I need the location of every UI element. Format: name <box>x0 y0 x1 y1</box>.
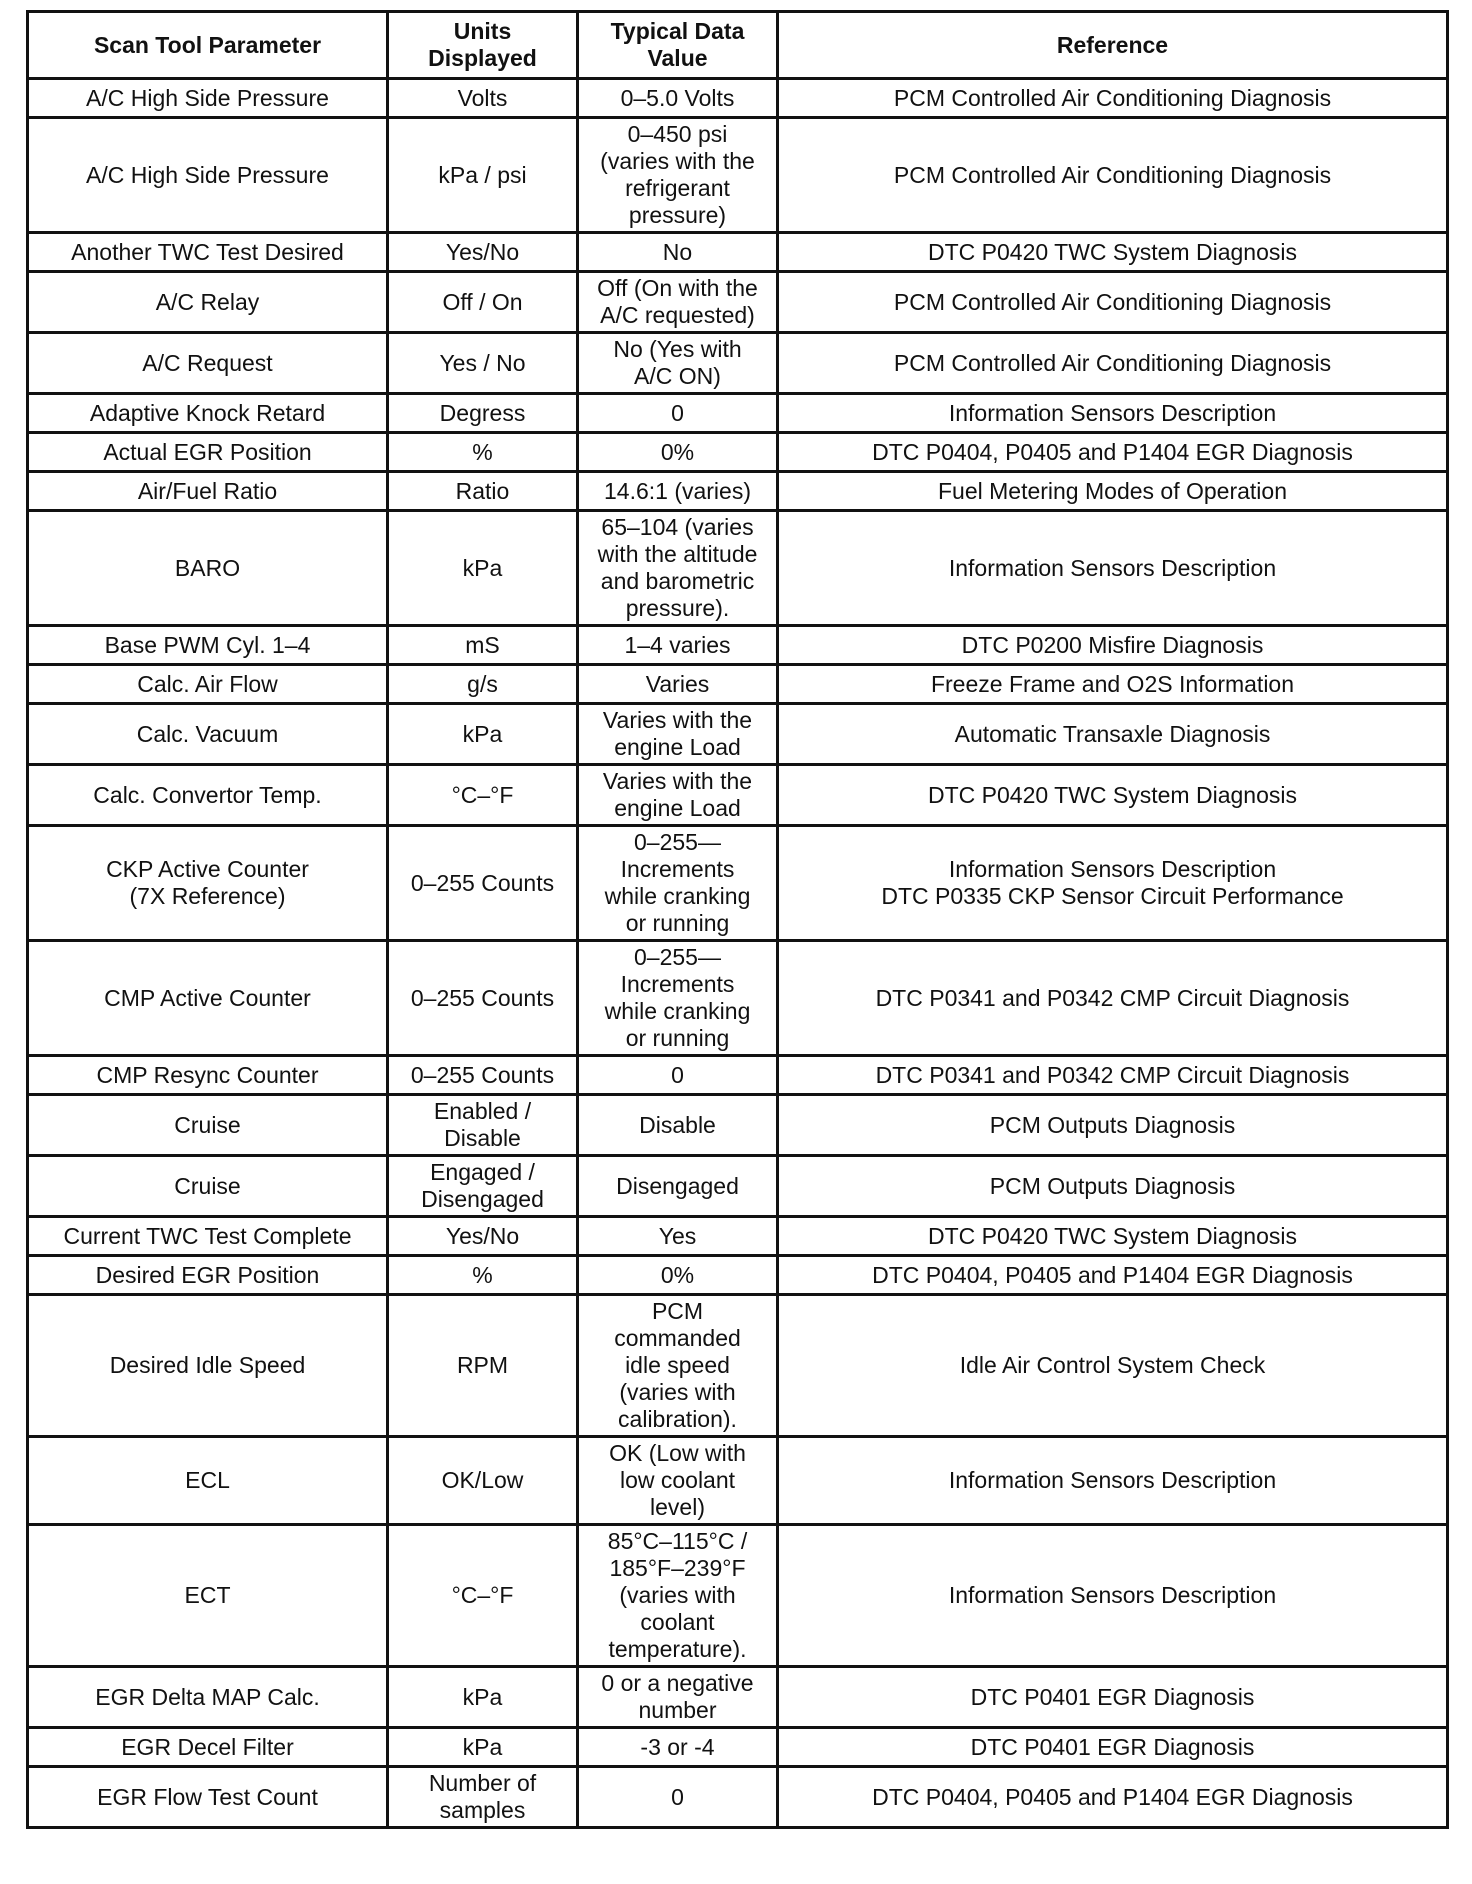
cell-line: 0–5.0 Volts <box>620 84 735 111</box>
cell-line: 14.6:1 (varies) <box>603 477 751 504</box>
cell-line: °C–°F <box>451 1582 514 1608</box>
cell-line: Ratio <box>455 477 510 504</box>
cell-line: A/C Relay <box>155 288 260 315</box>
cell-line: 0 <box>671 1783 684 1810</box>
cell-line: Off / On <box>442 288 523 315</box>
cell-line: DTC P0200 Misfire Diagnosis <box>961 631 1264 658</box>
reference-cell <box>778 394 1448 433</box>
cell-line: Disengaged <box>421 1186 544 1212</box>
table-row <box>28 941 1448 1056</box>
cell-line: idle speed <box>625 1352 730 1378</box>
cell-line: A/C ON) <box>634 363 721 389</box>
cell-line: PCM Controlled Air Conditioning Diagnosis <box>893 349 1332 376</box>
units-cell <box>388 1217 578 1256</box>
units-cell <box>388 704 578 765</box>
units-cell <box>388 394 578 433</box>
cell-line: PCM Controlled Air Conditioning Diagnosis <box>893 288 1332 315</box>
cell-line: EGR Delta MAP Calc. <box>95 1683 320 1710</box>
header-value <box>578 12 778 79</box>
table-row <box>28 665 1448 704</box>
units-cell <box>388 1095 578 1156</box>
cell-line: PCM Outputs Diagnosis <box>989 1111 1236 1138</box>
cell-line: 0–255— <box>634 829 721 855</box>
reference-cell <box>778 1095 1448 1156</box>
parameter-cell <box>28 433 388 472</box>
cell-line: 0–255 Counts <box>410 1061 555 1088</box>
cell-line: Information Sensors Description <box>948 399 1277 426</box>
table-row <box>28 272 1448 333</box>
units-cell <box>388 1437 578 1525</box>
cell-line: Calc. Convertor Temp. <box>93 781 322 808</box>
units-cell <box>388 433 578 472</box>
cell-line: temperature). <box>608 1636 747 1662</box>
cell-line: DTC P0401 EGR Diagnosis <box>970 1733 1255 1760</box>
table-row <box>28 626 1448 665</box>
table-row <box>28 765 1448 826</box>
cell-line: Desired Idle Speed <box>109 1352 306 1378</box>
cell-line: 65–104 (varies <box>601 514 754 540</box>
header-value-label: Typical Data Value <box>610 18 745 71</box>
table-body <box>28 79 1448 1828</box>
units-cell <box>388 826 578 941</box>
table-row <box>28 1295 1448 1437</box>
reference-cell <box>778 472 1448 511</box>
cell-line: 0% <box>660 438 695 465</box>
cell-line: No (Yes with <box>613 336 742 362</box>
header-units-label: Units Displayed <box>428 18 537 71</box>
parameter-cell <box>28 1667 388 1728</box>
cell-line: 1–4 varies <box>624 631 731 658</box>
cell-line: Automatic Transaxle Diagnosis <box>954 720 1271 747</box>
cell-line: Base PWM Cyl. 1–4 <box>104 631 311 658</box>
typical-value-cell <box>578 941 778 1056</box>
cell-line: with the altitude <box>597 541 758 567</box>
cell-line: Desired EGR Position <box>95 1261 320 1288</box>
cell-line: Enabled / <box>433 1098 532 1124</box>
parameter-cell <box>28 79 388 118</box>
reference-cell <box>778 1525 1448 1667</box>
reference-cell <box>778 1256 1448 1295</box>
parameter-cell <box>28 233 388 272</box>
cell-line: A/C High Side Pressure <box>86 161 329 188</box>
cell-line: Yes / No <box>439 349 526 376</box>
cell-line: Information Sensors Description <box>948 554 1277 581</box>
typical-value-cell <box>578 233 778 272</box>
cell-line: Adaptive Knock Retard <box>89 399 326 426</box>
parameter-cell <box>28 941 388 1056</box>
table-row <box>28 433 1448 472</box>
parameter-cell <box>28 1095 388 1156</box>
table-row <box>28 704 1448 765</box>
reference-cell <box>778 765 1448 826</box>
cell-line: or running <box>625 1025 730 1051</box>
cell-line: A/C Request <box>142 349 273 376</box>
cell-line: CMP Active Counter <box>104 984 311 1011</box>
cell-line: while cranking <box>604 998 751 1024</box>
cell-line: -3 or -4 <box>640 1733 715 1760</box>
typical-value-cell <box>578 665 778 704</box>
reference-cell <box>778 1437 1448 1525</box>
cell-line: °C–°F <box>451 781 514 808</box>
units-cell <box>388 1728 578 1767</box>
cell-line: Varies with the <box>602 707 753 733</box>
cell-line: 185°F–239°F <box>609 1555 746 1581</box>
typical-value-cell <box>578 1095 778 1156</box>
reference-cell <box>778 1056 1448 1095</box>
table-row <box>28 511 1448 626</box>
parameter-cell <box>28 665 388 704</box>
cell-line: 0 <box>671 1061 684 1088</box>
table-row <box>28 79 1448 118</box>
typical-value-cell <box>578 333 778 394</box>
reference-cell <box>778 1156 1448 1217</box>
typical-value-cell <box>578 826 778 941</box>
typical-value-cell <box>578 626 778 665</box>
cell-line: refrigerant <box>625 175 730 201</box>
parameter-cell <box>28 1295 388 1437</box>
cell-line: DTC P0335 CKP Sensor Circuit Performance <box>881 883 1344 909</box>
cell-line: Yes/No <box>445 238 520 265</box>
cell-line: samples <box>439 1797 526 1823</box>
cell-line: PCM <box>651 1298 704 1324</box>
cell-line: DTC P0404, P0405 and P1404 EGR Diagnosis <box>872 1783 1353 1810</box>
header-reference: Reference <box>778 12 1448 79</box>
cell-line: Fuel Metering Modes of Operation <box>937 477 1287 504</box>
table-row <box>28 1525 1448 1667</box>
cell-line: kPa <box>462 554 503 581</box>
cell-line: kPa <box>462 720 503 747</box>
units-cell <box>388 626 578 665</box>
parameter-cell <box>28 1156 388 1217</box>
parameter-cell <box>28 333 388 394</box>
cell-line: 0% <box>660 1261 695 1288</box>
parameter-cell <box>28 118 388 233</box>
reference-cell <box>778 1295 1448 1437</box>
cell-line: CKP Active Counter <box>106 856 309 882</box>
typical-value-cell <box>578 472 778 511</box>
parameter-cell <box>28 1728 388 1767</box>
typical-value-cell <box>578 433 778 472</box>
cell-line: CMP Resync Counter <box>96 1061 319 1088</box>
units-cell <box>388 1667 578 1728</box>
reference-cell <box>778 626 1448 665</box>
cell-line: 0–255 Counts <box>410 984 555 1011</box>
cell-line: A/C requested) <box>600 302 755 328</box>
cell-line: 85°C–115°C / <box>607 1528 748 1554</box>
cell-line: g/s <box>467 670 498 697</box>
cell-line: 0 <box>671 399 684 426</box>
typical-value-cell <box>578 1728 778 1767</box>
table-row <box>28 333 1448 394</box>
cell-line: Disengaged <box>616 1172 739 1199</box>
header-units <box>388 12 578 79</box>
units-cell <box>388 765 578 826</box>
reference-cell <box>778 433 1448 472</box>
table-row <box>28 472 1448 511</box>
reference-cell <box>778 118 1448 233</box>
reference-cell <box>778 665 1448 704</box>
units-cell <box>388 79 578 118</box>
cell-line: Disable <box>639 1111 716 1138</box>
typical-value-cell <box>578 394 778 433</box>
cell-line: (7X Reference) <box>129 883 286 909</box>
typical-value-cell <box>578 1767 778 1828</box>
cell-line: ECL <box>185 1467 230 1493</box>
cell-line: 0 or a negative <box>601 1670 754 1696</box>
cell-line: 0–255 Counts <box>410 869 555 896</box>
units-cell <box>388 233 578 272</box>
reference-cell <box>778 1217 1448 1256</box>
cell-line: Idle Air Control System Check <box>959 1352 1266 1378</box>
cell-line: (varies with the <box>600 148 755 174</box>
typical-value-cell <box>578 704 778 765</box>
reference-cell <box>778 1767 1448 1828</box>
cell-line: Actual EGR Position <box>103 438 312 465</box>
reference-cell <box>778 941 1448 1056</box>
units-cell <box>388 1767 578 1828</box>
table-row <box>28 1256 1448 1295</box>
units-cell <box>388 1056 578 1095</box>
reference-cell <box>778 79 1448 118</box>
parameter-cell <box>28 1437 388 1525</box>
cell-line: engine Load <box>614 795 741 821</box>
cell-line: Varies <box>645 670 710 697</box>
cell-line: % <box>472 438 493 465</box>
cell-line: % <box>472 1261 493 1288</box>
table-row <box>28 1667 1448 1728</box>
cell-line: Volts <box>457 84 508 111</box>
scan-tool-parameter-table <box>26 10 1449 1829</box>
table-row <box>28 1767 1448 1828</box>
cell-line: Varies with the <box>602 768 753 794</box>
reference-cell <box>778 704 1448 765</box>
units-cell <box>388 1295 578 1437</box>
parameter-cell <box>28 1056 388 1095</box>
cell-line: DTC P0420 TWC System Diagnosis <box>928 238 1297 265</box>
cell-line: Freeze Frame and O2S Information <box>930 670 1295 697</box>
cell-line: BARO <box>174 554 241 581</box>
parameter-cell <box>28 394 388 433</box>
reference-cell <box>778 272 1448 333</box>
cell-line: DTC P0341 and P0342 CMP Circuit Diagnosis <box>875 1061 1350 1088</box>
reference-cell <box>778 511 1448 626</box>
cell-line: mS <box>465 631 500 658</box>
reference-cell <box>778 1728 1448 1767</box>
typical-value-cell <box>578 272 778 333</box>
units-cell <box>388 333 578 394</box>
table-row <box>28 1056 1448 1095</box>
parameter-cell <box>28 1217 388 1256</box>
cell-line: kPa <box>462 1683 503 1710</box>
cell-line: Current TWC Test Complete <box>63 1222 352 1249</box>
cell-line: calibration). <box>618 1406 737 1432</box>
cell-line: DTC P0401 EGR Diagnosis <box>970 1683 1255 1710</box>
units-cell <box>388 665 578 704</box>
cell-line: DTC P0341 and P0342 CMP Circuit Diagnosis <box>875 984 1350 1011</box>
cell-line: PCM Outputs Diagnosis <box>989 1172 1236 1199</box>
table-row <box>28 394 1448 433</box>
cell-line: pressure). <box>625 595 730 621</box>
cell-line: A/C High Side Pressure <box>86 84 329 111</box>
parameter-cell <box>28 1256 388 1295</box>
cell-line: DTC P0404, P0405 and P1404 EGR Diagnosis <box>872 438 1353 465</box>
parameter-cell <box>28 272 388 333</box>
cell-line: RPM <box>456 1352 509 1378</box>
parameter-cell <box>28 472 388 511</box>
cell-line: DTC P0404, P0405 and P1404 EGR Diagnosis <box>872 1261 1353 1288</box>
units-cell <box>388 272 578 333</box>
table-row <box>28 1156 1448 1217</box>
table-row <box>28 826 1448 941</box>
cell-line: commanded <box>614 1325 741 1351</box>
cell-line: kPa / psi <box>438 161 527 188</box>
reference-cell <box>778 333 1448 394</box>
units-cell <box>388 941 578 1056</box>
parameter-cell <box>28 626 388 665</box>
cell-line: Calc. Air Flow <box>137 670 278 697</box>
cell-line: Cruise <box>174 1111 241 1138</box>
cell-line: level) <box>650 1494 705 1520</box>
typical-value-cell <box>578 1217 778 1256</box>
cell-line: ECT <box>184 1582 231 1608</box>
parameter-cell <box>28 1767 388 1828</box>
typical-value-cell <box>578 79 778 118</box>
header-row <box>28 12 1448 79</box>
typical-value-cell <box>578 1667 778 1728</box>
cell-line: 0–450 psi <box>627 121 728 147</box>
typical-value-cell <box>578 118 778 233</box>
cell-line: Air/Fuel Ratio <box>137 477 278 504</box>
cell-line: PCM Controlled Air Conditioning Diagnosis <box>893 161 1332 188</box>
reference-cell <box>778 826 1448 941</box>
cell-line: 0–255— <box>634 944 721 970</box>
typical-value-cell <box>578 1437 778 1525</box>
cell-line: Degress <box>439 399 526 426</box>
typical-value-cell <box>578 1295 778 1437</box>
cell-line: Engaged / <box>430 1159 535 1185</box>
cell-line: EGR Flow Test Count <box>97 1783 318 1810</box>
cell-line: while cranking <box>604 883 751 909</box>
cell-line: (varies with <box>619 1582 736 1608</box>
units-cell <box>388 118 578 233</box>
cell-line: kPa <box>462 1733 503 1760</box>
cell-line: Increments <box>620 856 735 882</box>
typical-value-cell <box>578 765 778 826</box>
cell-line: engine Load <box>614 734 741 760</box>
cell-line: Yes <box>658 1222 697 1249</box>
cell-line: Information Sensors Description <box>948 856 1277 882</box>
cell-line: No <box>662 238 693 265</box>
parameter-cell <box>28 1525 388 1667</box>
typical-value-cell <box>578 1525 778 1667</box>
cell-line: Calc. Vacuum <box>136 720 279 747</box>
table-row <box>28 233 1448 272</box>
units-cell <box>388 1525 578 1667</box>
typical-value-cell <box>578 1056 778 1095</box>
table-row <box>28 118 1448 233</box>
cell-line: Information Sensors Description <box>948 1582 1277 1608</box>
table-row <box>28 1728 1448 1767</box>
cell-line: or running <box>625 910 730 936</box>
cell-line: PCM Controlled Air Conditioning Diagnosis <box>893 84 1332 111</box>
units-cell <box>388 511 578 626</box>
units-cell <box>388 1256 578 1295</box>
typical-value-cell <box>578 1156 778 1217</box>
table-row <box>28 1437 1448 1525</box>
cell-line: DTC P0420 TWC System Diagnosis <box>928 1222 1297 1249</box>
table-row <box>28 1217 1448 1256</box>
cell-line: Yes/No <box>445 1222 520 1249</box>
cell-line: OK (Low with <box>609 1440 746 1466</box>
cell-line: and barometric <box>600 568 755 594</box>
parameter-cell <box>28 704 388 765</box>
parameter-cell <box>28 826 388 941</box>
cell-line: Increments <box>620 971 735 997</box>
cell-line: Number of <box>428 1770 537 1796</box>
cell-line: Off (On with the <box>597 275 758 301</box>
cell-line: EGR Decel Filter <box>121 1733 294 1760</box>
header-parameter: Scan Tool Parameter <box>28 12 388 79</box>
cell-line: Another TWC Test Desired <box>71 238 344 265</box>
cell-line: Cruise <box>174 1172 241 1199</box>
units-cell <box>388 472 578 511</box>
parameter-cell <box>28 511 388 626</box>
typical-value-cell <box>578 511 778 626</box>
cell-line: (varies with <box>619 1379 736 1405</box>
cell-line: DTC P0420 TWC System Diagnosis <box>928 781 1297 808</box>
cell-line: Information Sensors Description <box>948 1467 1277 1493</box>
cell-line: low coolant <box>619 1467 736 1493</box>
reference-cell <box>778 233 1448 272</box>
typical-value-cell <box>578 1256 778 1295</box>
reference-cell <box>778 1667 1448 1728</box>
parameter-cell <box>28 765 388 826</box>
units-cell <box>388 1156 578 1217</box>
table-row <box>28 1095 1448 1156</box>
cell-line: coolant <box>640 1609 715 1635</box>
cell-line: pressure) <box>628 202 727 228</box>
cell-line: number <box>638 1697 717 1723</box>
cell-line: Disable <box>444 1125 521 1151</box>
cell-line: OK/Low <box>441 1467 524 1493</box>
